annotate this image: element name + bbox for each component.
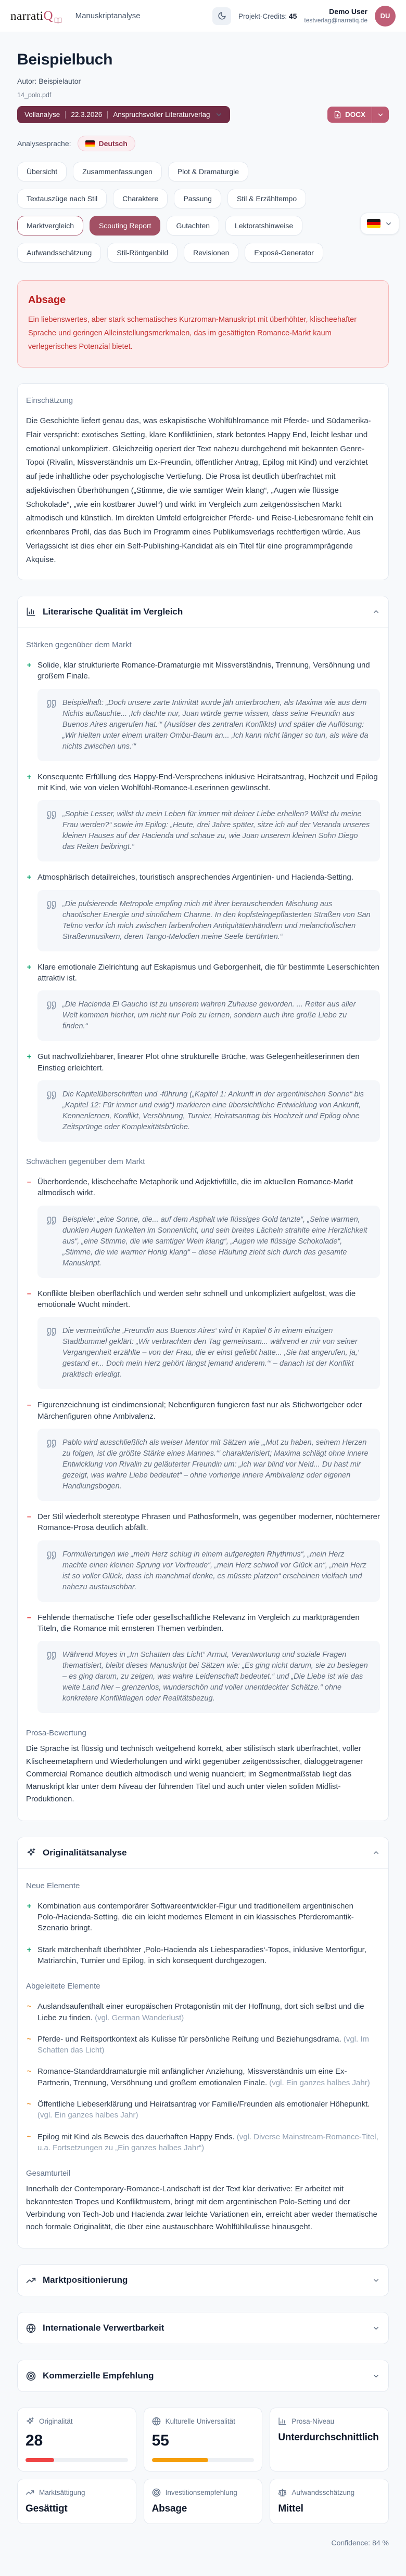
bullet-text: Solide, klar strukturierte Romance-Dramaturgie mit Missverständnis, Trennung, Versöhnung und großem Finale. bbox=[37, 660, 370, 681]
quote-text: „Die Hacienda El Gaucho ist zu unserem wahren Zuhause geworden. ... Reiter aus aller Welt kommen hierher, um nicht nur Polo zu lernen, sondern auch ihre große Liebe zu finden.“ bbox=[62, 1000, 356, 1031]
overall-verdict-heading: Gesamturteil bbox=[26, 2169, 71, 2178]
literary-quality-title: Literarische Qualität im Vergleich bbox=[43, 606, 183, 617]
weaknesses-heading: Schwächen gegenüber dem Markt bbox=[26, 1157, 145, 1166]
bullet-text: Romance-Standarddramaturgie mit anfänglicher Anziehung, Missverständnis um eine Ex-Partnerin, Trennung, Versöhnung und großem emotionalen Finale. (vgl. Ein ganzes halbes Jahr) bbox=[37, 2067, 370, 2087]
originality-section bbox=[17, 1837, 389, 2249]
minus-bullet-icon: – bbox=[27, 1177, 32, 1186]
prose-rating-heading: Prosa-Bewertung bbox=[26, 1729, 86, 1738]
quote-box bbox=[37, 1641, 380, 1713]
plus-bullet-icon: + bbox=[27, 1052, 32, 1062]
quote-box bbox=[37, 800, 380, 861]
page-title: Beispielbuch bbox=[17, 51, 113, 68]
analysis-language-pill[interactable] bbox=[78, 136, 135, 151]
bullet-text: Konflikte bleiben oberflächlich und werden sehr schnell und unkompliziert aufgelöst, was die emotionale Wucht mindert. bbox=[37, 1289, 356, 1309]
user-info bbox=[304, 7, 367, 24]
author-line: Autor: Beispielautor bbox=[17, 77, 81, 85]
stat-label bbox=[26, 2417, 128, 2426]
quote-icon bbox=[47, 1439, 56, 1448]
export-docx-button[interactable] bbox=[327, 107, 372, 123]
list-item bbox=[26, 1901, 380, 1934]
stat-label-text: Marktsättigung bbox=[39, 2489, 85, 2497]
stat-value: Absage bbox=[151, 2503, 187, 2515]
stat-value: 55 bbox=[151, 2432, 169, 2450]
quote-text: Die Kapitelüberschriften und -führung („Kapitel 1: Ankunft in der argentinischen Sonne“ bis „Kapitel 12: Für immer und ewig“) markieren eine übersichtliche Entwicklung von Ankunft, Kennenlernen, Konflikt, Versöhnung, Turnier, Heiratsantrag bis Hochzeit und Epilog ohne Zeitsprünge oder Komplexitätsbrüche. bbox=[62, 1090, 364, 1131]
filename: 14_polo.pdf bbox=[17, 91, 52, 99]
list-item bbox=[26, 2001, 380, 2023]
bullet-text: Gut nachvollziehbarer, linearer Plot ohne strukturelle Brüche, was Gelegenheitleserinnen den Einstieg erleichtert. bbox=[37, 1052, 360, 1073]
list-item bbox=[26, 1400, 380, 1501]
quote-box bbox=[37, 689, 380, 761]
analysis-version-dropdown[interactable] bbox=[17, 106, 230, 123]
globe-icon bbox=[26, 2323, 36, 2333]
bar-chart-icon bbox=[278, 2417, 287, 2426]
stat-label bbox=[152, 2488, 255, 2497]
user-email: testverlag@narratiq.de bbox=[304, 16, 367, 24]
chevron-down-icon bbox=[372, 2277, 380, 2284]
section-header-internationale-verwertbarkeit[interactable] bbox=[18, 2312, 388, 2344]
chevron-up-icon bbox=[372, 1849, 380, 1856]
stat-label-text: Investitionsempfehlung bbox=[165, 2489, 237, 2497]
rejection-title: Absage bbox=[28, 294, 66, 306]
german-flag-icon bbox=[85, 140, 95, 147]
list-item bbox=[26, 1176, 380, 1278]
tab-scouting-report[interactable]: Scouting Report bbox=[90, 216, 160, 236]
top-navigation-bar bbox=[0, 0, 406, 32]
tilde-bullet-icon: ~ bbox=[27, 2002, 32, 2011]
reference-note: (vgl. Im Schatten das Licht) bbox=[37, 2034, 370, 2055]
brand-name-suffix: Q bbox=[43, 8, 53, 23]
chevron-up-icon bbox=[372, 608, 380, 616]
strengths-heading: Stärken gegenüber dem Markt bbox=[26, 640, 132, 649]
tilde-bullet-icon: ~ bbox=[27, 2034, 32, 2044]
trending-up-icon bbox=[26, 2488, 34, 2497]
quote-box bbox=[37, 1429, 380, 1501]
chevron-down-icon bbox=[372, 2372, 380, 2380]
assessment-heading: Einschätzung bbox=[26, 396, 73, 406]
avatar[interactable]: DU bbox=[375, 6, 396, 27]
stat-value: 28 bbox=[26, 2432, 43, 2450]
quote-text: Formulierungen wie „mein Herz schlug in einem aufgeregten Rhythmus“, „mein Herz machte einen kleinen Sprung vor Vorfreude“, „mein Herz schwoll vor Glück an“, „mein Herz ist so voller Glück, dass ich manchmal denke, es müsste platzen“ erscheinen vielfach und nahezu austauschbar. bbox=[62, 1550, 366, 1591]
chevron-down-icon bbox=[377, 111, 384, 119]
stat-value: Unterdurchschnittlich bbox=[278, 2432, 379, 2443]
quote-icon bbox=[47, 1551, 56, 1560]
tabs bbox=[17, 162, 389, 263]
bullet-text: Stark märchenhaft überhöhter ‚Polo-Hacienda als Liebesparadies‘-Topos, inklusive Mentorfigur, Matriarchin, Turnier und Epilog, in sich konsequent durchgezogen. bbox=[37, 1945, 367, 1965]
derived-elements-heading: Abgeleitete Elemente bbox=[26, 1982, 100, 1991]
tab-marktvergleich[interactable]: Marktvergleich bbox=[17, 216, 83, 236]
stat-label-text: Originalität bbox=[39, 2417, 73, 2426]
tab-charaktere[interactable]: Charaktere bbox=[113, 189, 168, 208]
list-item bbox=[26, 2132, 380, 2154]
tab-lektoratshinweise[interactable]: Lektoratshinweise bbox=[225, 216, 302, 236]
bullet-text: Fehlende thematische Tiefe oder gesellschaftliche Relevanz im Vergleich zu marktprägenden Titeln, die Romance mit ernsteren Themen verbinden. bbox=[37, 1613, 360, 1633]
tab-plot-und-dramaturgie[interactable]: Plot & Dramaturgie bbox=[168, 162, 248, 181]
section-title: Internationale Verwertbarkeit bbox=[43, 2323, 164, 2333]
originality-title: Originalitätsanalyse bbox=[43, 1847, 127, 1858]
stat-value: Gesättigt bbox=[26, 2503, 68, 2515]
minus-bullet-icon: – bbox=[27, 1289, 32, 1298]
stat-card-originalitaet bbox=[17, 2408, 136, 2472]
tab-revisionen[interactable]: Revisionen bbox=[184, 243, 238, 263]
literary-quality-header[interactable] bbox=[18, 596, 388, 627]
list-item bbox=[26, 1944, 380, 1967]
section-marktpositionierung bbox=[17, 2264, 389, 2296]
user-name: Demo User bbox=[329, 7, 367, 16]
new-elements-list bbox=[26, 1901, 380, 1966]
quote-box bbox=[37, 1206, 380, 1278]
bullet-text: Kombination aus contemporärer Softwareentwickler-Figur und traditionellem argentinischen Polo-/Hacienda-Setting, die ein leicht modernes Element in ein klassisches Pferderomantik-Szenario bringt. bbox=[37, 1901, 354, 1933]
chevron-down-icon bbox=[372, 2324, 380, 2332]
quote-text: „Sophie Lesser, willst du mein Leben für immer mit deiner Liebe erhellen? Willst du meine Frau werden?“ sowie im Epilog: „Heute, drei Jahre später, sitze ich auf der Veranda unseres kleinen Hauses auf der Hacienda und schaue zu, wie Juan unserem kleinen Sohn Diego das Reiten beibringt.“ bbox=[62, 810, 370, 852]
list-item bbox=[26, 962, 380, 1041]
sparkles-icon bbox=[26, 2417, 34, 2426]
tilde-bullet-icon: ~ bbox=[27, 2132, 32, 2141]
stat-label bbox=[278, 2417, 380, 2426]
quote-icon bbox=[47, 810, 56, 820]
section-internationale-verwertbarkeit bbox=[17, 2312, 389, 2344]
plus-bullet-icon: + bbox=[27, 1901, 32, 1911]
quote-box bbox=[37, 990, 380, 1041]
credits-value: 45 bbox=[288, 11, 297, 20]
list-item bbox=[26, 1051, 380, 1142]
stat-card-aufwandsschaetzung bbox=[270, 2479, 389, 2524]
bullet-text: Pferde- und Reitsportkontext als Kulisse für persönliche Reifung und Beziehungsdrama. (vgl. Im Schatten das Licht) bbox=[37, 2034, 370, 2055]
stat-label bbox=[26, 2488, 128, 2497]
reference-note: (vgl. Ein ganzes halbes Jahr) bbox=[37, 2111, 138, 2120]
bar-chart-icon bbox=[26, 607, 36, 617]
export-split-button bbox=[327, 107, 389, 123]
tab-zusammenfassungen[interactable]: Zusammenfassungen bbox=[73, 162, 162, 181]
scale-icon bbox=[278, 2488, 287, 2497]
tilde-bullet-icon: ~ bbox=[27, 2100, 32, 2109]
quote-text: „Die pulsierende Metropole empfing mich mit ihrer berauschenden Mischung aus chaotischer Energie und sinnlichem Charme. In den kopfsteingepflasterten Straßen von San Telmo verlor ich mich zwischen farbenfrohen Antiquitätenhändlern und melancholischen Straßenmusikern, deren Tango-Melodien meine Seele berührten.“ bbox=[62, 899, 371, 941]
credits-label: Projekt-Credits: bbox=[238, 12, 287, 20]
brand-name-prefix: narrati bbox=[10, 9, 44, 22]
analysis-type: Vollanalyse bbox=[24, 111, 60, 119]
section-header-marktpositionierung[interactable] bbox=[18, 2265, 388, 2296]
quote-box bbox=[37, 1317, 380, 1389]
project-credits bbox=[238, 12, 297, 20]
moon-icon bbox=[218, 11, 226, 20]
export-options-button[interactable] bbox=[372, 107, 389, 123]
analysis-date: 22.3.2026 bbox=[71, 111, 103, 119]
bullet-text: Epilog mit Kind als Beweis des dauerhaften Happy Ends. (vgl. Diverse Mainstream-Romance-Titel, u.a. Fortsetzungen zu „Ein ganzes halbes Jahr“) bbox=[37, 2132, 378, 2152]
sparkles-icon bbox=[26, 1848, 36, 1858]
ui-language-dropdown[interactable] bbox=[360, 213, 399, 234]
tab-gutachten[interactable]: Gutachten bbox=[167, 216, 219, 236]
section-title: Marktpositionierung bbox=[43, 2275, 128, 2285]
tab-stil-roentgenbild[interactable]: Stil-Röntgenbild bbox=[107, 243, 177, 263]
section-title: Kommerzielle Empfehlung bbox=[43, 2371, 154, 2381]
confidence-note: Confidence: 84 % bbox=[331, 2539, 389, 2547]
quote-box bbox=[37, 1080, 380, 1142]
reference-note: (vgl. German Wanderlust) bbox=[92, 2013, 184, 2022]
globe-icon bbox=[152, 2417, 161, 2426]
plus-bullet-icon: + bbox=[27, 1945, 32, 1954]
prose-rating-text: Die Sprache ist flüssig und technisch weitgehend korrekt, aber stilistisch stark überfrachtet, voller Klischeemetaphern und Wiederholungen und wirkt gegenüber zeitgenössischer, dialoggetragener Commercial Romance deutlich altmodisch und wenig nuanciert; im Segmentmaßstab liegt das Manuskript klar unter dem Niveau der führenden Titel und auch unter vielen soliden Midlist-Produktionen. bbox=[26, 1744, 363, 1804]
bullet-text: Überbordende, klischeehafte Metaphorik und Adjektivfülle, die im aktuellen Romance-Markt altmodisch wirkt. bbox=[37, 1177, 353, 1198]
bullet-text: Konsequente Erfüllung des Happy-End-Versprechens inklusive Heiratsantrag, Hochzeit und Epilog mit Kind, wie von vielen Wohlfühl-Romance-Leserinnen gewünscht. bbox=[37, 772, 378, 792]
target-icon bbox=[152, 2488, 161, 2497]
tab-passung[interactable]: Passung bbox=[174, 189, 221, 208]
rejection-summary: Ein liebenswertes, aber stark schematisches Kurzroman-Manuskript mit überhöhter, klischeehafter Sprache und geringen Alleinstellungsmerkmalen, das im gesättigten Romance-Markt kaum verlegerisches Potenzial bietet. bbox=[28, 316, 357, 351]
quote-text: Pablo wird ausschließlich als weiser Mentor mit Sätzen wie „‚Mut zu haben, seinem Herzen zu folgen, ist die größte Stärke eines Mannes.‘“ charakterisiert; Maxima schlägt ohne innere Entwicklung von Rivalin zu geläuterter Freundin um: „Ich war blind vor Neid... Du hast mir gezeigt, was wahre Liebe bedeutet“ – ohne vorherige innere Ambivalenz oder eigenen Handlungsbogen. bbox=[62, 1438, 369, 1490]
derived-elements-list bbox=[26, 2001, 380, 2153]
stat-label-text: Aufwandsschätzung bbox=[291, 2489, 355, 2497]
open-book-icon bbox=[54, 17, 62, 23]
reference-note: (vgl. Diverse Mainstream-Romance-Titel, u.a. Fortsetzungen zu „Ein ganzes halbes Jahr“) bbox=[37, 2132, 378, 2152]
assessment-card bbox=[17, 383, 389, 580]
quote-text: Die vermeintliche ‚Freundin aus Buenos Aires‘ wird in Kapitel 6 in einem einzigen Stadtbummel geklärt: „Wir verbrachten den Tag gemeinsam... während er mir von seiner Vergangenheit erzählte – von der Frau, die er einst geliebt hatte... ‚Sie hat angerufen, ja,‘ gestand er... Doch mein Herz gehört längst jemand anderem.‘“ – danach ist der Konflikt praktisch erledigt. bbox=[62, 1327, 360, 1379]
chevron-down-icon bbox=[215, 111, 223, 119]
quote-icon bbox=[47, 1651, 56, 1660]
stat-value: Mittel bbox=[278, 2503, 303, 2515]
file-download-icon bbox=[334, 111, 341, 119]
literary-quality-section bbox=[17, 596, 389, 1821]
minus-bullet-icon: – bbox=[27, 1401, 32, 1410]
originality-header[interactable] bbox=[18, 1837, 388, 1868]
quote-icon bbox=[47, 1091, 56, 1100]
dark-mode-toggle[interactable] bbox=[212, 7, 231, 25]
tilde-bullet-icon: ~ bbox=[27, 2067, 32, 2076]
overall-verdict-text: Innerhalb der Contemporary-Romance-Landschaft ist der Text klar derivative: Er arbeitet mit bekanntesten Tropes und Konfliktmustern, bringt mit dem argentinischen Polo-Setting und der Verbindung von Tech-Job und Hacienda zwar leichte Variationen ein, erreicht aber weder thematische noch formale Originalität, die über eine austauschbare Wohlfühlkulisse hinausgeht. bbox=[26, 2185, 377, 2232]
minus-bullet-icon: – bbox=[27, 1613, 32, 1622]
tab-aufwandsschaetzung[interactable]: Aufwandsschätzung bbox=[17, 243, 101, 263]
list-item bbox=[26, 660, 380, 761]
quote-box bbox=[37, 1540, 380, 1602]
progress-bar bbox=[152, 2458, 255, 2462]
assessment-text: Die Geschichte liefert genau das, was eskapistische Wohlfühlromance mit Pferde- und Südamerika-Flair verspricht: exotisches Setting, klare Konfliktlinien, stark betontes Happy End, leicht lesbar und emotional unkompliziert. Gleichzeitig operiert der Text nahezu durchgehend mit bekannten Genre-Topoi (Rivalin, Missverständnis um Ex-Freundin, öffentlicher Antrag, Epilog mit Kind) und verzichtet auf jede inhaltliche oder psychologische Vertiefung. Die Prosa ist deutlich überfrachtet mit adjektivischen Überhöhungen („Stimme, die wie samtiger Wein klang“, „Augen wie flüssige Schokolade“, „wie ein kostbarer Juwel“) und wirkt im Vergleich zum zeitgenössischen Markt altmodisch und künstlich. Im direkten Umfeld erfolgreicher Pferde- und Reise-Liebesromane fehlt ein erkennbares Profil, das das Buch im Programm eines Publikumsverlags rechtfertigen würde. Aus Verlagssicht ist dies eher ein Self-Publishing-Kandidat als ein Titel für eine programmprägende Akquise. bbox=[26, 416, 373, 565]
analysis-language-label: Analysesprache: bbox=[17, 139, 71, 148]
quote-box bbox=[37, 890, 380, 951]
tab-textauszuege-nach-stil[interactable]: Textauszüge nach Stil bbox=[17, 189, 107, 208]
quote-text: Während Moyes in „Im Schatten das Licht“ Armut, Verantwortung und soziale Fragen thematisiert, bleibt dieses Manuskript bei Sätzen wie: „Es ging nicht darum, sie zu besiegen – es ging darum, zu zeigen, was wahre Leidenschaft bedeutet.“ und „Die Liebe ist wie das weite Land hier – grenzenlos, wunderschön und voller unentdeckter Schätze.“ ohne konkretere Konfliktlagen oder Realitätsbezug. bbox=[62, 1651, 368, 1703]
app-title: Manuskriptanalyse bbox=[75, 11, 141, 20]
list-item bbox=[26, 872, 380, 951]
list-item bbox=[26, 1288, 380, 1390]
stat-card-kulturelle-universalitaet bbox=[144, 2408, 263, 2472]
german-flag-icon bbox=[367, 219, 380, 228]
strengths-list bbox=[26, 660, 380, 1142]
section-kommerzielle-empfehlung bbox=[17, 2360, 389, 2392]
bullet-text: Öffentliche Liebeserklärung und Heiratsantrag vor Familie/Freunden als emotionaler Höhepunkt. (vgl. Ein ganzes halbes Jahr) bbox=[37, 2100, 370, 2120]
divider bbox=[65, 111, 66, 119]
list-item bbox=[26, 2099, 380, 2121]
list-item bbox=[26, 1511, 380, 1602]
bullet-text: Auslandsaufenthalt einer europäischen Protagonistin mit der Hoffnung, dort sich selbst und die Liebe zu finden. (vgl. German Wanderlust) bbox=[37, 2002, 364, 2022]
analysis-language-value: Deutsch bbox=[98, 139, 128, 148]
quote-icon bbox=[47, 699, 56, 709]
reference-note: (vgl. Ein ganzes halbes Jahr) bbox=[267, 2078, 370, 2087]
export-docx-label: DOCX bbox=[345, 111, 365, 119]
bullet-text: Atmosphärisch detailreiches, touristisch ansprechendes Argentinien- und Hacienda-Setting. bbox=[37, 873, 354, 882]
stat-label bbox=[152, 2417, 255, 2426]
quote-icon bbox=[47, 900, 56, 910]
analysis-profile: Anspruchsvoller Literaturverlag bbox=[113, 111, 210, 119]
weaknesses-list bbox=[26, 1176, 380, 1713]
quote-icon bbox=[47, 1001, 56, 1010]
list-item bbox=[26, 772, 380, 862]
stats-grid bbox=[17, 2408, 389, 2524]
stat-card-prosa-niveau bbox=[270, 2408, 389, 2472]
quote-text: Beispiele: „eine Sonne, die... auf dem Asphalt wie flüssiges Gold tanzte“, „Seine warmen, dunklen Augen funkelten im Sonnenlicht, und sein breites Lächeln strahlte eine Herzlichkeit aus“, „eine Stimme, die wie samtiger Wein klang“, „Augen wie flüssige Schokolade“, „Stimme, die wie warmer Honig klang“ – diese Häufung zieht sich durch das gesamte Manuskript. bbox=[62, 1215, 367, 1267]
stat-card-investitionsempfehlung bbox=[144, 2479, 263, 2524]
quote-icon bbox=[47, 1327, 56, 1337]
target-icon bbox=[26, 2371, 36, 2381]
quote-icon bbox=[47, 1216, 56, 1225]
bullet-text: Der Stil wiederholt stereotype Phrasen und Pathosformeln, was gegenüber moderner, nüchternerer Romance-Prosa deutlich abfällt. bbox=[37, 1512, 380, 1533]
bullet-text: Figurenzeichnung ist eindimensional; Nebenfiguren fungieren fast nur als Stichwortgeber oder Märchenfiguren ohne Ambivalenz. bbox=[37, 1401, 362, 1421]
tab-expose-generator[interactable]: Exposé-Generator bbox=[245, 243, 323, 263]
chevron-down-icon bbox=[385, 220, 392, 228]
tab-uebersicht[interactable]: Übersicht bbox=[17, 162, 67, 181]
new-elements-heading: Neue Elemente bbox=[26, 1881, 80, 1890]
divider bbox=[107, 111, 108, 119]
collapsed-sections bbox=[17, 2264, 389, 2392]
list-item bbox=[26, 1612, 380, 1714]
plus-bullet-icon: + bbox=[27, 660, 32, 670]
stat-card-marktsaettigung bbox=[17, 2479, 136, 2524]
section-header-kommerzielle-empfehlung[interactable] bbox=[18, 2360, 388, 2391]
progress-bar bbox=[26, 2458, 128, 2462]
stat-label bbox=[278, 2488, 380, 2497]
quote-text: Beispielhaft: „Doch unsere zarte Intimität wurde jäh unterbrochen, als Maxima wie aus dem Nichts auftauchte... ‚Ich dachte nur, Juan würde gerne wissen, dass seine Freundin aus Buenos Aires angerufen hat.‘“ (Auslöser des zentralen Konflikts) und später die Auflösung: „Wir hielten unter einem uralten Ombu-Baum an... ‚Ich kann nicht länger so tun, als wäre da nichts zwischen uns.‘“ bbox=[62, 698, 369, 751]
brand-logo[interactable] bbox=[10, 9, 62, 23]
stat-label-text: Prosa-Niveau bbox=[291, 2417, 335, 2426]
plus-bullet-icon: + bbox=[27, 962, 32, 972]
plus-bullet-icon: + bbox=[27, 772, 32, 781]
list-item bbox=[26, 2066, 380, 2088]
minus-bullet-icon: – bbox=[27, 1512, 32, 1521]
rejection-alert bbox=[17, 280, 389, 368]
tab-stil-und-erzaehltempo[interactable]: Stil & Erzähltempo bbox=[227, 189, 306, 208]
stat-label-text: Kulturelle Universalität bbox=[165, 2417, 235, 2426]
list-item bbox=[26, 2034, 380, 2056]
bullet-text: Klare emotionale Zielrichtung auf Eskapismus und Geborgenheit, die für bestimmte Leserschichten attraktiv ist. bbox=[37, 962, 380, 983]
plus-bullet-icon: + bbox=[27, 873, 32, 882]
